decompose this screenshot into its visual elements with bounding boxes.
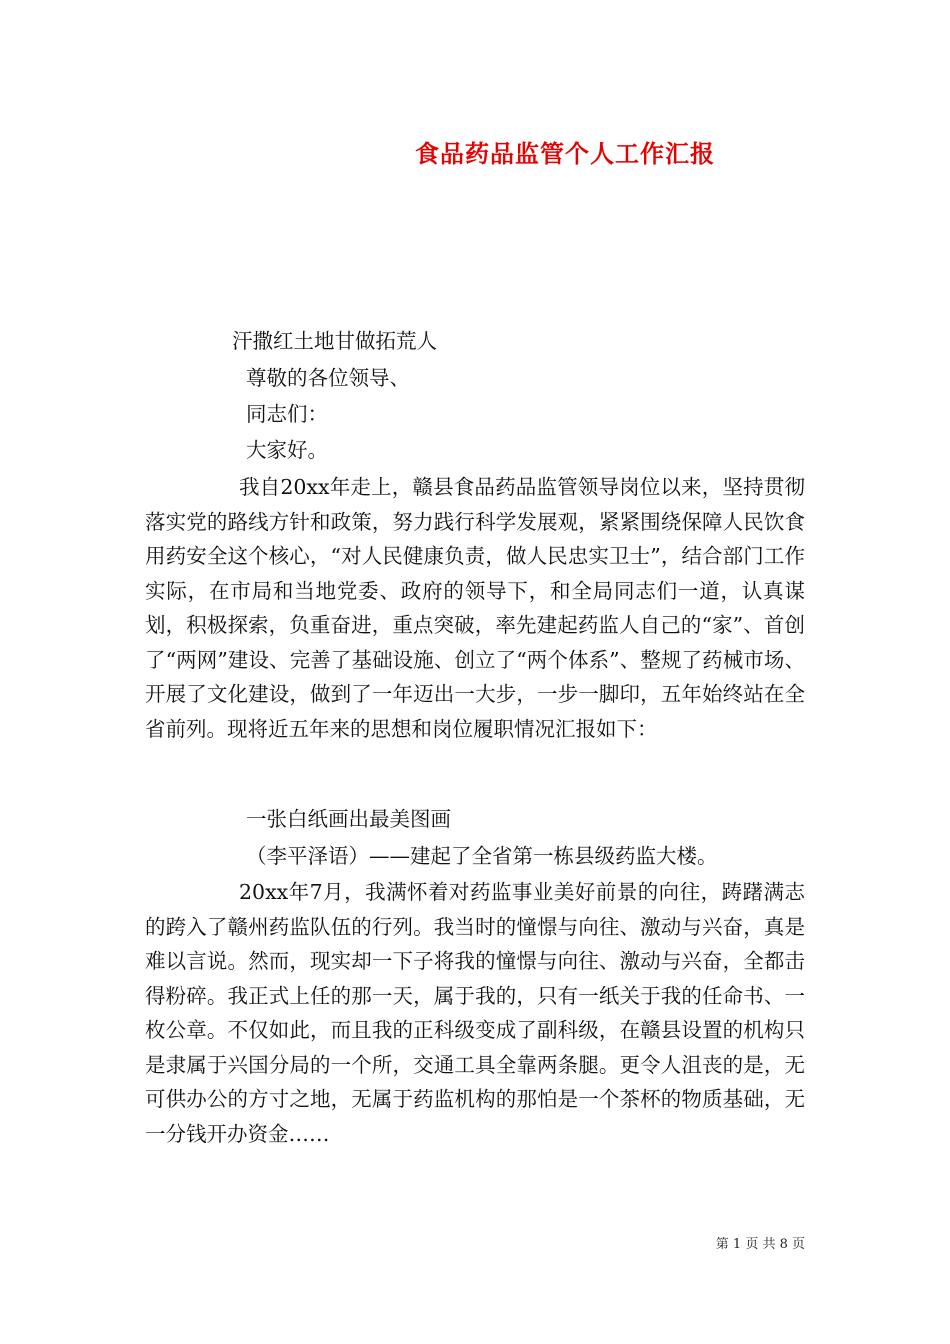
section-quote: （李平泽语）——建起了全省第一栋县级药监大楼。 <box>246 844 718 868</box>
body-paragraph-1: 我自20xx年走上，赣县食品药品监管领导岗位以来，坚持贯彻落实党的路线方针和政策，努力践行科学发展观，紧紧围绕保障人民饮食用药安全这个核心，“对人民健康负责，做人民忠实卫士”，结合部门工作实际，在市局和当地党委、政府的领导下，和全局同志们一道，认真谋划，积极探索，负重奋进，重点突破，率先建起药监人自己的“家”、首创了“两网”建设、完善了基础设施、创立了“两个体系”、整规了药械市场、开展了文化建设，做到了一年迈出一大步，一步一脚印，五年始终站在全省前列。现将近五年来的思想和岗位履职情况汇报如下： <box>145 475 805 741</box>
page-number: 第 1 页 共 8 页 <box>715 1237 805 1252</box>
document-subtitle: 汗撒红土地甘做拓荒人 <box>232 329 437 353</box>
body-paragraph-2: 20xx年7月，我满怀着对药监事业美好前景的向往，踌躇满志的跨入了赣州药监队伍的行列。我当时的憧憬与向往、激动与兴奋，真是难以言说。然而，现实却一下子将我的憧憬与向往、激动与兴奋，全都击得粉碎。我正式上任的那一天，属于我的，只有一纸关于我的任命书、一枚公章。不仅如此，而且我的正科级变成了副科级，在赣县设置的机构只是隶属于兴国分局的一个所，交通工具全靠两条腿。更令人沮丧的是，无可供办公的方寸之地，无属于药监机构的那怕是一个茶杯的物质基础，无一分钱开办资金…… <box>145 880 805 1146</box>
greeting-line-1: 尊敬的各位领导、 <box>246 366 410 390</box>
section-heading: 一张白纸画出最美图画 <box>246 807 451 831</box>
document-title: 食品药品监管个人工作汇报 <box>415 139 715 168</box>
greeting-line-3: 大家好。 <box>246 438 328 462</box>
greeting-line-2: 同志们： <box>246 402 328 426</box>
